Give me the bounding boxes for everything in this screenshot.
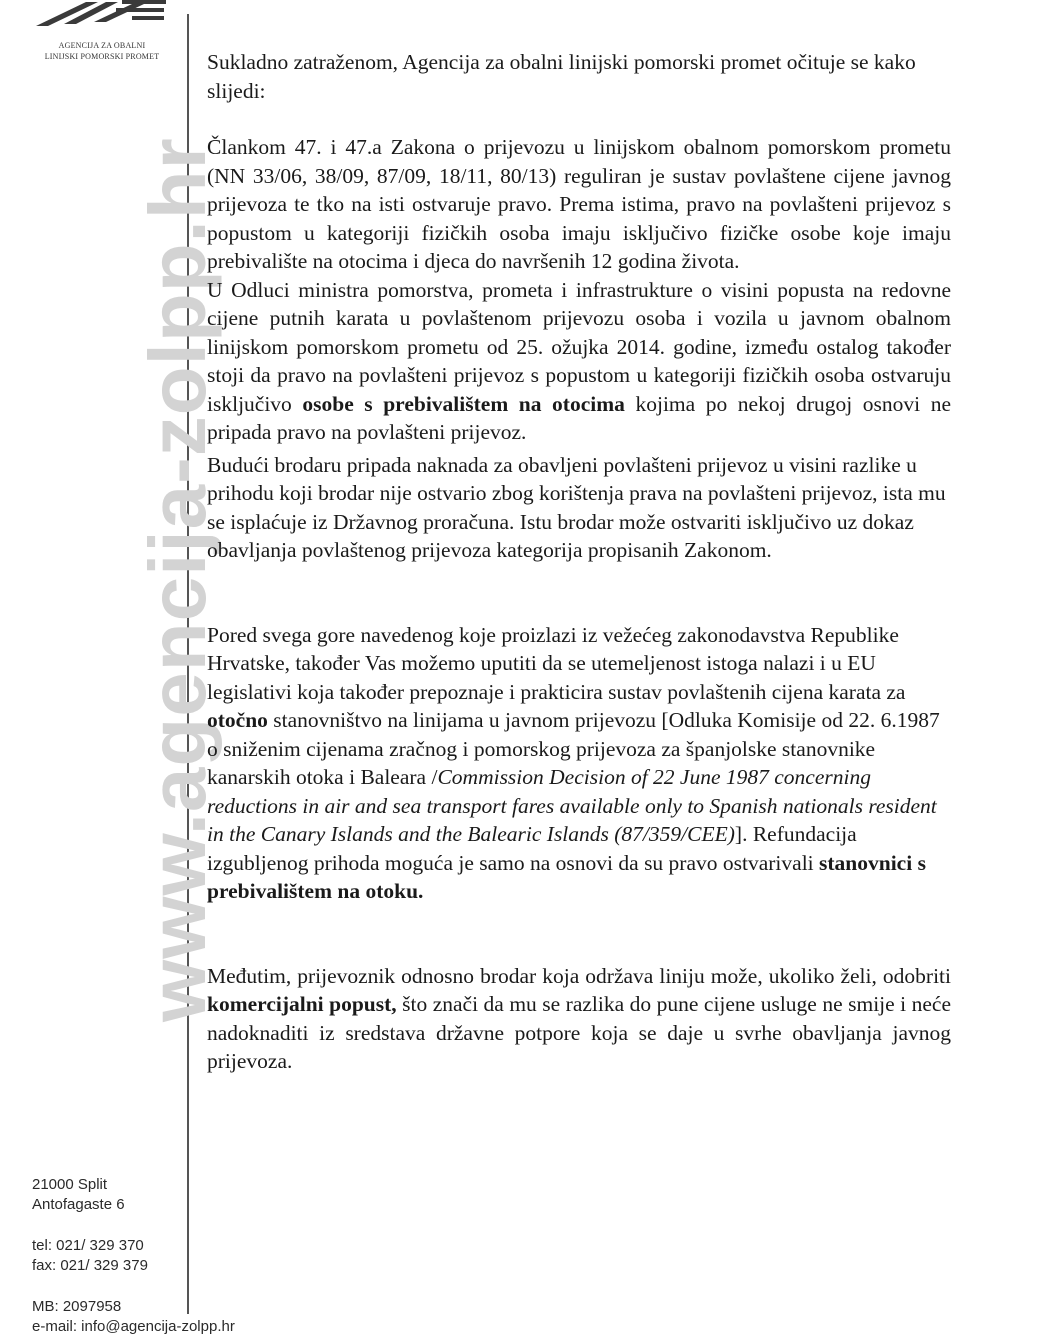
p4-bold-island: otočno (207, 708, 268, 732)
p4-text-a: Pored svega gore navedenog koje proizlazi iz vežećeg zakonodavstva Republike Hrvatske, također Vas možemo uputiti da se utemeljenost istoga nalazi i u EU legislativi koja također prepoznaje i prakticira sustav povlaštenih cijena karata za (207, 622, 906, 704)
letter-body (207, 48, 951, 1076)
p2-text-c: kojima po nekoj drugoj osnovi ne pripada pravo na povlašteni prijevoz. (207, 391, 952, 444)
paragraph-compensation: Budući brodaru pripada naknada za obavljeni povlašteni prijevoz u visini razlike u prihodu koji brodar nije ostvario zbog korištenja prava na povlašteni prijevoz, ista mu se isplaćuje iz Državnog proračuna. Istu brodar može ostvariti isključivo uz dokaz obavljanja povlaštenog prijevoza kategorija propisanih Zakonom. (207, 452, 946, 562)
email-address: e-mail: info@agencija-zolpp.hr (32, 1318, 235, 1335)
registration-number (32, 1297, 121, 1317)
address-city: 21000 Split (32, 1176, 108, 1193)
p4-text-c: stanovništvo na linijama u javnom prijevozu [Odluka Komisije od 22. 6.1987 o sniženim cijenama zračnog i pomorskog prijevoza za španjolske stanovnike kanarskih otoka i Baleara / (207, 708, 940, 789)
agency-name (32, 40, 172, 62)
paragraph-eu-legislation (207, 621, 951, 906)
agency-wing-logo-icon (36, 0, 168, 28)
p5-text-c: što znači da mu se razlika do pune cijene usluge ne smije i neće nadoknaditi iz sredstava državne potpore koja se daje u svrhe obavljanja javnog prijevoza. (207, 992, 952, 1073)
website-watermark: www.agencija-zolpp.hr (133, 137, 222, 1022)
fax-number: fax: 021/ 329 379 (32, 1257, 148, 1274)
paragraph-commercial-discount (207, 962, 951, 1076)
intro-paragraph: Sukladno zatraženom, Agencija za obalni linijski pomorski promet očituje se kako slijedi: (207, 50, 916, 103)
p2-text-a: U Odluci ministra pomorstva, prometa i infrastrukture o visini popusta na redovne cijene putnih karata u povlaštenom prijevozu osoba i vozila u javnom obalnom linijskom pomorskom prometu od 25. ožujka 2014. godine, između ostalog također stoji da pravo na povlašteni prijevoz s popustom u kategoriji fizičkih osoba ostvaruju isključivo (207, 277, 951, 416)
paragraph-ministry-decision (207, 276, 951, 447)
phone-number: tel: 021/ 329 370 (32, 1237, 144, 1254)
p2-bold-residents: osobe s prebivalištem na otocima (302, 391, 625, 416)
p4-italic-commission-decision: Commission Decision of 22 June 1987 concerning reductions in air and sea transport fares available only to Spanish nationals resident in the Canary Islands and the Balearic Islands (87/359/CEE) (207, 765, 937, 846)
p4-bold-residents: stanovnici s prebivalištem na otoku. (207, 850, 926, 903)
agency-name-line-1: AGENCIJA ZA OBALNI (58, 41, 146, 50)
address-block (32, 1175, 125, 1215)
phone-block (32, 1236, 148, 1276)
p4-text-e: ]. Refundacija izgubljenog prihoda moguća je samo na osnovi da su pravo ostvarivali (207, 822, 857, 875)
paragraph-law-articles: Člankom 47. i 47.a Zakona o prijevozu u linijskom obalnom pomorskom prometu (NN 33/06, 38/09, 87/09, 18/11, 80/13) reguliran je sustav povlaštene cijene javnog prijevoza te tko na isti ostvaruje pravo. Prema istima, pravo na povlašteni prijevoz s popustom u kategoriji fizičkih osoba imaju isključivo fizičke osobe koje imaju prebivalište na otocima i djeca do navršenih 12 godina života. (207, 135, 951, 273)
p5-bold-commercial-discount: komercijalni popust, (207, 992, 397, 1016)
mb-text: MB: 2097958 (32, 1298, 122, 1315)
p5-text-a: Međutim, prijevoznik odnosno brodar koja održava liniju može, ukoliko želi, odobriti (207, 963, 951, 988)
agency-name-line-2: LINIJSKI POMORSKI PROMET (44, 52, 160, 61)
address-street: Antofagaste 6 (32, 1196, 125, 1213)
